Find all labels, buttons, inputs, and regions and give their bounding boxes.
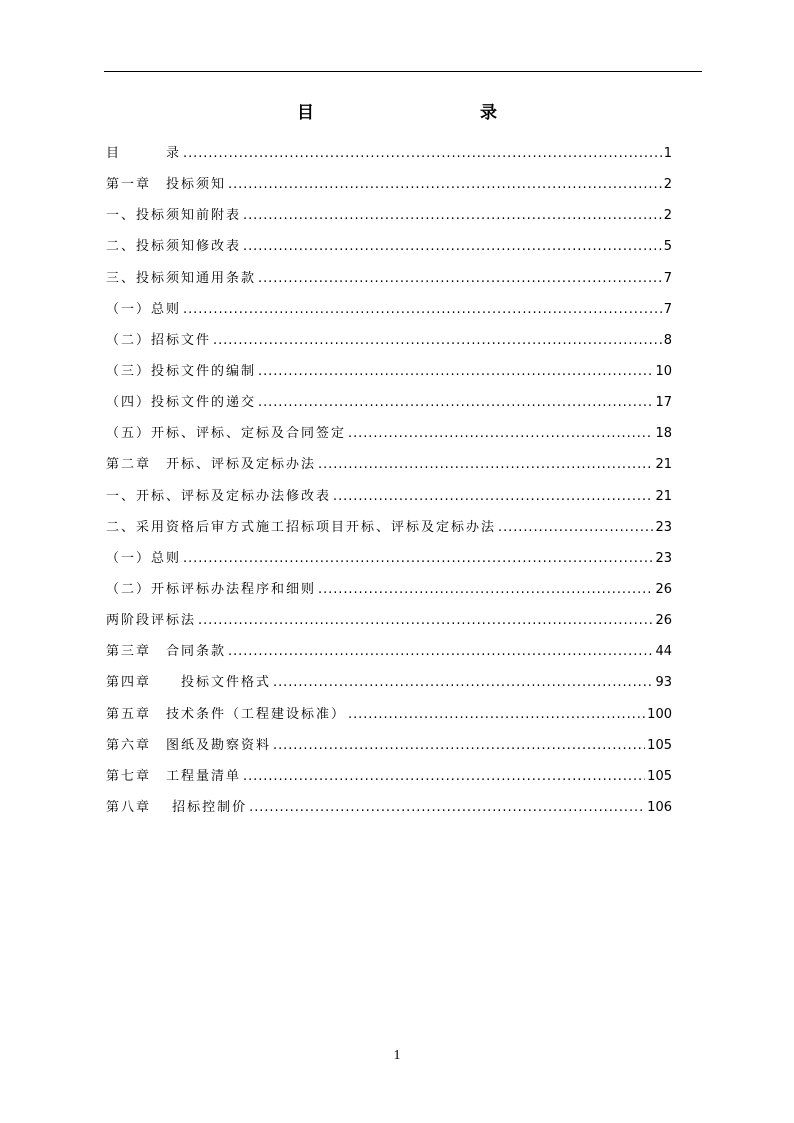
- toc-entry-label: 第四章 投标文件格式: [106, 675, 272, 691]
- toc-entry-page: 10: [655, 363, 672, 379]
- toc-entry[interactable]: [106, 703, 672, 734]
- toc-entry[interactable]: [106, 422, 672, 453]
- toc-entry[interactable]: [106, 609, 672, 640]
- toc-leader: [183, 142, 662, 166]
- toc-leader: [243, 235, 662, 259]
- toc-entry-label: 第三章 合同条款: [106, 644, 227, 660]
- toc-leader: [183, 298, 662, 322]
- toc-entry-label: （一）总则: [106, 550, 182, 566]
- toc-leader: [258, 391, 653, 415]
- toc-leader: [273, 671, 653, 695]
- toc-entry[interactable]: [106, 142, 672, 173]
- toc-leader: [348, 703, 645, 727]
- toc-entry-page: 106: [647, 799, 672, 815]
- toc-entry-page: 17: [655, 395, 672, 411]
- toc-entry-label: 第七章 工程量清单: [106, 768, 242, 784]
- toc-leader: [228, 173, 662, 197]
- toc-entry-page: 105: [647, 768, 672, 784]
- toc-entry-page: 23: [655, 550, 672, 566]
- toc-leader: [243, 204, 662, 228]
- toc-leader: [243, 765, 645, 789]
- toc-entry-page: 21: [655, 488, 672, 504]
- toc-entry-label: （五）开标、评标、定标及合同签定: [106, 426, 347, 442]
- toc-entry[interactable]: [106, 360, 672, 391]
- toc-entry-label: 第二章 开标、评标及定标办法: [106, 457, 317, 473]
- toc-leader: [258, 267, 662, 291]
- toc-entry-label: 两阶段评标法: [106, 613, 197, 629]
- toc-entry-label: （二）开标评标办法程序和细则: [106, 581, 317, 597]
- toc-entry-page: 8: [663, 332, 672, 348]
- toc-leader: [318, 453, 653, 477]
- toc-leader: [258, 360, 653, 384]
- toc-entry[interactable]: [106, 765, 672, 796]
- toc-leader: [318, 578, 653, 602]
- toc-leader: [213, 329, 662, 353]
- toc-entry[interactable]: [106, 640, 672, 671]
- toc-entry-page: 44: [655, 644, 672, 660]
- toc-leader: [498, 516, 653, 540]
- toc-entry[interactable]: [106, 485, 672, 516]
- toc-leader: [348, 422, 653, 446]
- toc-entry[interactable]: [106, 796, 672, 827]
- toc-entry-label: 第一章 投标须知: [106, 177, 227, 193]
- toc-entry-page: 26: [655, 613, 672, 629]
- toc-entry-label: 一、开标、评标及定标办法修改表: [106, 488, 332, 504]
- toc-entry-label: 第五章 技术条件（工程建设标准）: [106, 706, 347, 722]
- toc-entry-label: 三、投标须知通用条款: [106, 270, 257, 286]
- toc-entry-label: 二、采用资格后审方式施工招标项目开标、评标及定标办法: [106, 519, 497, 535]
- toc-entry-page: 1: [663, 146, 672, 161]
- toc-entry-page: 2: [663, 177, 672, 193]
- toc-entry[interactable]: [106, 547, 672, 578]
- toc-leader: [183, 547, 653, 571]
- toc-entry[interactable]: [106, 173, 672, 204]
- toc-entry[interactable]: [106, 204, 672, 235]
- toc-entry-label: 一、投标须知前附表: [106, 208, 242, 224]
- toc-entry[interactable]: [106, 235, 672, 266]
- toc-entry-label: 二、投标须知修改表: [106, 239, 242, 255]
- toc-entry-page: 26: [655, 581, 672, 597]
- toc-entry-page: 5: [663, 239, 672, 255]
- toc-entry-label: （一）总则: [106, 301, 182, 317]
- toc-entry-label: （二）招标文件: [106, 332, 212, 348]
- toc-entry-label: 目 录: [106, 146, 182, 161]
- toc-entry[interactable]: [106, 391, 672, 422]
- toc-entry-page: 7: [663, 270, 672, 286]
- toc-entry-page: 21: [655, 457, 672, 473]
- toc-entry-page: 23: [655, 519, 672, 535]
- toc-leader: [228, 640, 653, 664]
- toc-leader: [333, 485, 653, 509]
- toc-entry[interactable]: [106, 516, 672, 547]
- toc-entry-label: （四）投标文件的递交: [106, 395, 257, 411]
- toc-entry-page: 7: [663, 301, 672, 317]
- toc-leader: [249, 796, 645, 820]
- toc-entry[interactable]: [106, 671, 672, 702]
- toc-entry-page: 105: [647, 737, 672, 753]
- toc-entry-page: 100: [647, 706, 672, 722]
- toc-entry-page: 93: [655, 675, 672, 691]
- toc-title: 目 录: [297, 103, 541, 123]
- table-of-contents: [106, 142, 672, 827]
- toc-entry[interactable]: [106, 267, 672, 298]
- toc-entry[interactable]: [106, 453, 672, 484]
- page-number: 1: [393, 1048, 401, 1063]
- toc-entry-label: 第八章 招标控制价: [106, 799, 248, 815]
- toc-entry[interactable]: [106, 734, 672, 765]
- toc-entry[interactable]: [106, 329, 672, 360]
- toc-entry-label: （三）投标文件的编制: [106, 363, 257, 379]
- toc-entry-page: 2: [663, 208, 672, 224]
- toc-leader: [273, 734, 645, 758]
- toc-entry-label: 第六章 图纸及勘察资料: [106, 737, 272, 753]
- toc-leader: [198, 609, 653, 633]
- toc-entry[interactable]: [106, 578, 672, 609]
- header-rule: [104, 71, 702, 72]
- toc-entry-page: 18: [655, 426, 672, 442]
- toc-entry[interactable]: [106, 298, 672, 329]
